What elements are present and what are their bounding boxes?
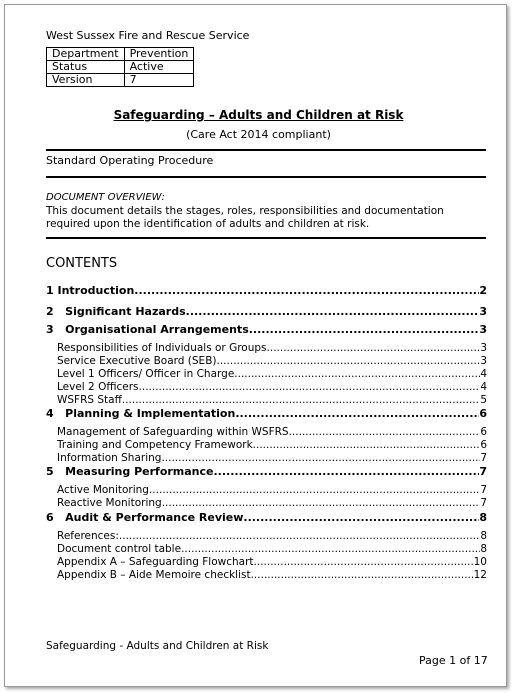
toc-entry[interactable] (57, 452, 487, 465)
meta-value: Active (124, 61, 194, 74)
toc-entry[interactable] (57, 394, 487, 407)
toc-entry[interactable] (57, 342, 487, 355)
toc-entry[interactable] (57, 530, 487, 543)
toc-entry-label: 5 Measuring Performance (46, 465, 214, 478)
toc-leader-dots (119, 530, 480, 543)
toc-entry-page: 7 (480, 484, 487, 496)
page-number: Page 1 of 17 (419, 654, 488, 667)
toc-entry-label: Training and Competency Framework (57, 439, 253, 451)
divider (46, 237, 486, 239)
toc-entry-page: 4 (480, 368, 487, 380)
toc-entry-page: 2 (479, 284, 487, 297)
toc-leader-dots (251, 569, 474, 582)
toc-entry-label: References: (57, 530, 119, 542)
toc-leader-dots (186, 305, 480, 318)
meta-row (47, 48, 194, 61)
meta-row (47, 61, 194, 74)
toc-entry[interactable] (57, 543, 487, 556)
document-meta-table (46, 47, 194, 87)
toc-entry-label: Responsibilities of Individuals or Groups (57, 342, 267, 354)
toc-entry-label: Management of Safeguarding within WSFRS (57, 426, 289, 438)
toc-entry[interactable] (57, 426, 487, 439)
toc-entry-label: 2 Significant Hazards (46, 305, 186, 318)
toc-entry-page: 7 (480, 452, 487, 464)
toc-entry-page: 7 (480, 497, 487, 509)
toc-entry-page: 12 (473, 569, 487, 581)
toc-entry-page: 4 (480, 381, 487, 393)
toc-leader-dots (161, 452, 480, 465)
toc-entry[interactable] (57, 381, 487, 394)
toc-leader-dots (289, 426, 481, 439)
toc-leader-dots (134, 284, 479, 297)
toc-leader-dots (149, 484, 480, 497)
toc-entry-page: 7 (479, 465, 487, 478)
meta-key: Status (47, 61, 125, 74)
divider (46, 149, 486, 151)
toc-entry[interactable] (46, 465, 487, 478)
document-title: Safeguarding – Adults and Children at Risk (113, 108, 404, 122)
toc-entry[interactable] (57, 497, 487, 510)
toc-entry-page: 8 (480, 530, 487, 542)
meta-value: 7 (124, 74, 194, 87)
toc-entry-page: 6 (480, 426, 487, 438)
toc-entry-page: 5 (480, 394, 487, 406)
toc-entry-label: 4 Planning & Implementation (46, 407, 236, 420)
overview-heading: DOCUMENT OVERVIEW: (46, 192, 165, 203)
toc-leader-dots (267, 342, 481, 355)
toc-entry-page: 6 (480, 439, 487, 451)
toc-entry[interactable] (57, 439, 487, 452)
toc-leader-dots (181, 543, 480, 556)
toc-entry-page: 3 (480, 355, 487, 367)
toc-entry-label: WSFRS Staff (57, 394, 122, 406)
meta-key: Department (47, 48, 125, 61)
toc-entry-label: Appendix B – Aide Memoire checklist (57, 569, 251, 581)
toc-entry[interactable] (46, 323, 487, 336)
toc-entry-page: 8 (479, 511, 487, 524)
toc-entry-page: 3 (480, 342, 487, 354)
divider (46, 176, 486, 178)
toc-entry[interactable] (57, 368, 487, 381)
toc-entry[interactable] (46, 284, 487, 297)
toc-leader-dots (139, 381, 481, 394)
toc-entry-label: Active Monitoring (57, 484, 149, 496)
meta-value: Prevention (124, 48, 194, 61)
toc-leader-dots (249, 323, 480, 336)
organisation-name: West Sussex Fire and Rescue Service (46, 29, 250, 42)
meta-key: Version (47, 74, 125, 87)
toc-leader-dots (162, 497, 481, 510)
toc-entry[interactable] (46, 407, 487, 420)
toc-entry-label: Appendix A – Safeguarding Flowchart (57, 556, 254, 568)
toc-leader-dots (234, 368, 480, 381)
toc-leader-dots (235, 407, 479, 420)
contents-heading: CONTENTS (46, 256, 118, 271)
toc-entry-page: 3 (479, 323, 487, 336)
toc-entry-label: 1 Introduction (46, 284, 135, 297)
toc-entry[interactable] (57, 556, 487, 569)
toc-entry-label: Information Sharing (57, 452, 162, 464)
toc-leader-dots (122, 394, 480, 407)
toc-entry[interactable] (46, 305, 487, 318)
toc-entry[interactable] (57, 355, 487, 368)
toc-entry-page: 8 (480, 543, 487, 555)
toc-entry[interactable] (46, 511, 487, 524)
toc-entry-label: Level 2 Officers (57, 381, 139, 393)
toc-entry-label: Document control table (57, 543, 182, 555)
toc-entry-page: 10 (473, 556, 487, 568)
toc-leader-dots (253, 439, 481, 452)
toc-entry[interactable] (57, 484, 487, 497)
document-type: Standard Operating Procedure (46, 154, 214, 167)
toc-leader-dots (217, 355, 481, 368)
toc-entry-label: 6 Audit & Performance Review (46, 511, 244, 524)
meta-row (47, 74, 194, 87)
footer-title: Safeguarding - Adults and Children at Risk (46, 640, 269, 652)
overview-text: This document details the stages, roles, responsibilities and documentation required upon the identification of adults and children at risk. (46, 205, 444, 230)
document-subtitle: (Care Act 2014 compliant) (186, 128, 331, 141)
toc-leader-dots (214, 465, 480, 478)
toc-entry-label: Reactive Monitoring (57, 497, 162, 509)
toc-leader-dots (243, 511, 479, 524)
toc-entry[interactable] (57, 569, 487, 582)
toc-leader-dots (254, 556, 474, 569)
toc-entry-page: 3 (479, 305, 487, 318)
toc-entry-label: Service Executive Board (SEB) (57, 355, 217, 367)
toc-entry-label: 3 Organisational Arrangements (46, 323, 249, 336)
toc-entry-page: 6 (479, 407, 487, 420)
toc-entry-label: Level 1 Officers/ Officer in Charge (57, 368, 235, 380)
